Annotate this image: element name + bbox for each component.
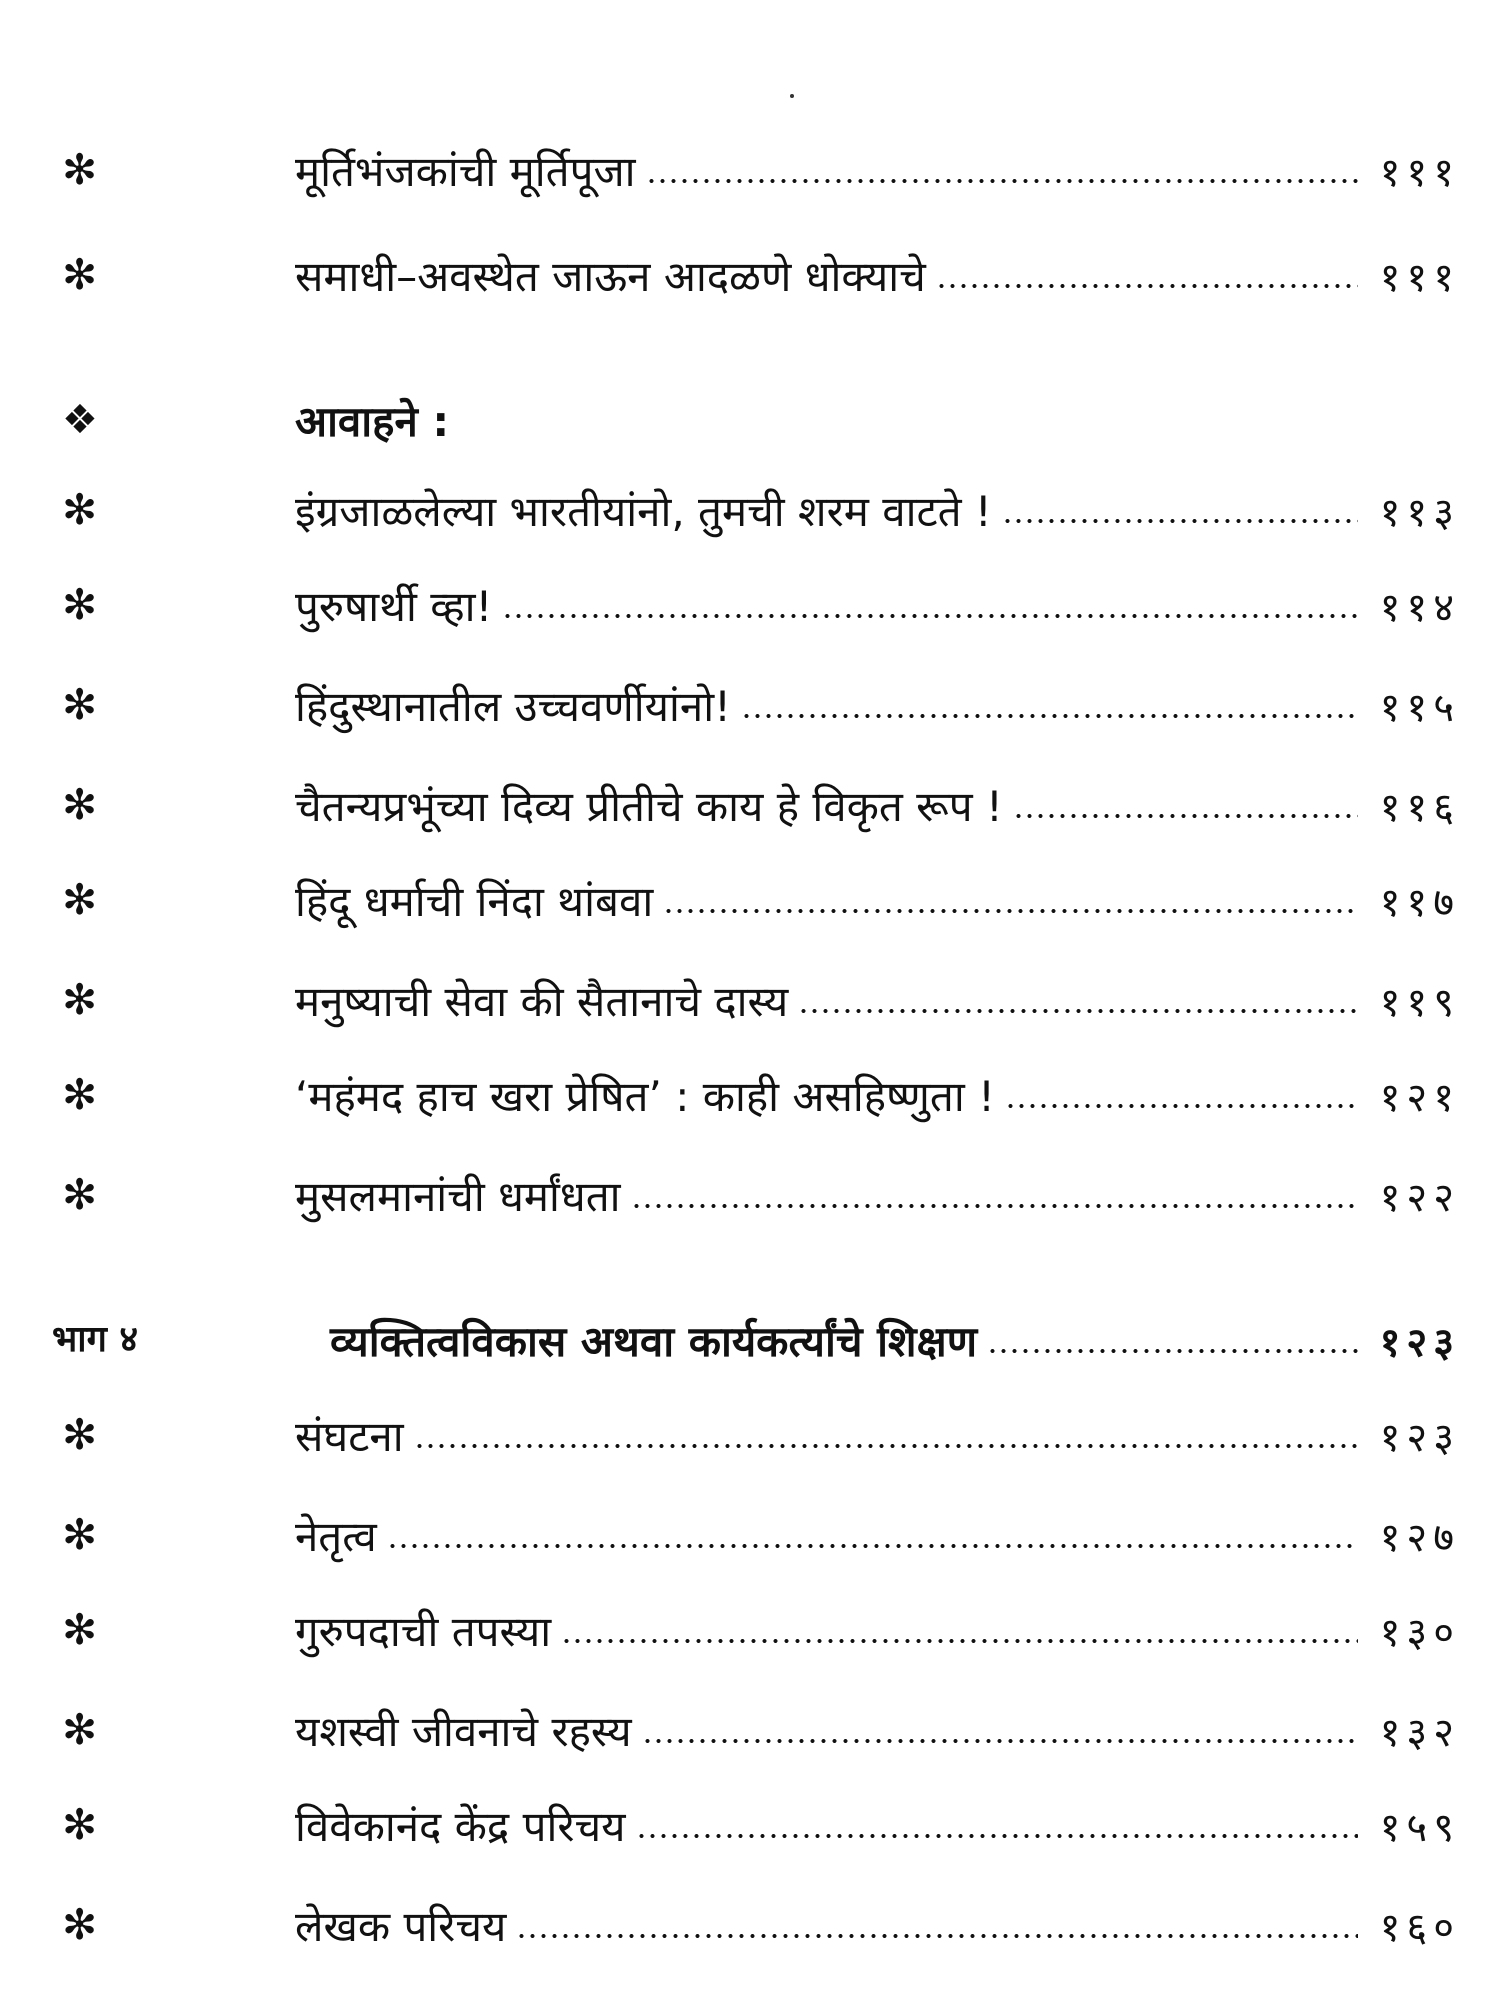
toc-entry-title: संघटना [295, 1411, 404, 1461]
toc-entry[interactable] [0, 1160, 1500, 1230]
toc-entry-page: १६० [1379, 1904, 1460, 1951]
toc-entry[interactable] [0, 1790, 1500, 1860]
diamond-section-icon: ❖ [62, 397, 98, 443]
asterisk-bullet-icon: ✻ [62, 875, 98, 924]
toc-entry[interactable] [0, 475, 1500, 545]
part-page: १२३ [1379, 1319, 1460, 1366]
dot-leader [1002, 518, 1358, 524]
toc-entry-page: १११ [1379, 149, 1460, 196]
toc-entry-page: ११९ [1379, 979, 1460, 1026]
asterisk-bullet-icon: ✻ [62, 1070, 98, 1119]
section-heading [0, 385, 1500, 455]
dot-leader [741, 713, 1358, 719]
part-heading[interactable] [0, 1305, 1500, 1375]
toc-entry[interactable] [0, 770, 1500, 840]
asterisk-bullet-icon: ✻ [62, 145, 98, 194]
dot-leader [387, 1543, 1358, 1549]
toc-entry[interactable] [0, 865, 1500, 935]
toc-entry[interactable] [0, 1890, 1500, 1960]
asterisk-bullet-icon: ✻ [62, 975, 98, 1024]
toc-entry-title: विवेकानंद केंद्र परिचय [295, 1801, 626, 1851]
toc-entry-title: मूर्तिभंजकांची मूर्तिपूजा [295, 146, 636, 196]
asterisk-bullet-icon: ✻ [62, 1170, 98, 1219]
toc-entry[interactable] [0, 670, 1500, 740]
asterisk-bullet-icon: ✻ [62, 1605, 98, 1654]
dot-leader [636, 1833, 1358, 1839]
toc-entry-page: १११ [1379, 254, 1460, 301]
toc-entry-title: समाधी–अवस्थेत जाऊन आदळणे धोक्याचे [295, 251, 926, 301]
dot-leader [561, 1638, 1358, 1644]
toc-entry[interactable] [0, 965, 1500, 1035]
toc-entry[interactable] [0, 1695, 1500, 1765]
dot-leader [646, 178, 1359, 184]
dot-leader [502, 613, 1358, 619]
part-title: व्यक्तित्वविकास अथवा कार्यकर्त्यांचे शिक्षण [330, 1316, 978, 1366]
dot-leader [1013, 813, 1358, 819]
toc-entry[interactable] [0, 1500, 1500, 1570]
asterisk-bullet-icon: ✻ [62, 250, 98, 299]
toc-entry-page: १५९ [1379, 1804, 1460, 1851]
toc-entry[interactable] [0, 1595, 1500, 1665]
toc-entry-title: हिंदू धर्माची निंदा थांबवा [295, 876, 654, 926]
dot-leader [516, 1933, 1358, 1939]
asterisk-bullet-icon: ✻ [62, 1410, 98, 1459]
dot-leader [642, 1738, 1358, 1744]
toc-entry-page: १२३ [1379, 1414, 1460, 1461]
toc-entry-page: १२२ [1379, 1174, 1460, 1221]
toc-entry[interactable] [0, 570, 1500, 640]
toc-entry-title: लेखक परिचय [295, 1901, 507, 1951]
toc-entry-title: यशस्वी जीवनाचे रहस्य [295, 1706, 632, 1756]
toc-entry-page: ११५ [1379, 684, 1460, 731]
dot-leader [414, 1443, 1358, 1449]
dot-leader [987, 1348, 1358, 1354]
page-speck [790, 94, 794, 98]
toc-entry-page: ११६ [1379, 784, 1460, 831]
toc-entry-title: मनुष्याची सेवा की सैतानाचे दास्य [295, 976, 789, 1026]
toc-entry-page: १२१ [1379, 1074, 1460, 1121]
asterisk-bullet-icon: ✻ [62, 485, 98, 534]
section-heading-title: आवाहने : [295, 396, 450, 446]
toc-entry[interactable] [0, 1400, 1500, 1470]
toc-entry-title: हिंदुस्थानातील उच्चवर्णीयांनो! [295, 681, 731, 731]
asterisk-bullet-icon: ✻ [62, 1900, 98, 1949]
asterisk-bullet-icon: ✻ [62, 780, 98, 829]
dot-leader [798, 1008, 1358, 1014]
dot-leader [631, 1203, 1358, 1209]
toc-entry-page: ११७ [1379, 879, 1460, 926]
asterisk-bullet-icon: ✻ [62, 1705, 98, 1754]
toc-entry[interactable] [0, 1060, 1500, 1130]
toc-entry-title: ‘महंमद हाच खरा प्रेषित’ : काही असहिष्णुता ! [295, 1071, 995, 1121]
part-label: भाग ४ [52, 1319, 139, 1360]
dot-leader [936, 283, 1358, 289]
asterisk-bullet-icon: ✻ [62, 580, 98, 629]
toc-entry-title: चैतन्यप्रभूंच्या दिव्य प्रीतीचे काय हे विकृत रूप ! [295, 781, 1003, 831]
asterisk-bullet-icon: ✻ [62, 1800, 98, 1849]
toc-entry[interactable] [0, 135, 1500, 205]
toc-entry-title: पुरुषार्थी व्हा! [295, 581, 493, 631]
toc-entry-page: ११३ [1379, 489, 1460, 536]
toc-entry-page: १३२ [1379, 1709, 1460, 1756]
dot-leader [1005, 1103, 1358, 1109]
toc-entry-title: नेतृत्व [295, 1511, 377, 1561]
asterisk-bullet-icon: ✻ [62, 1510, 98, 1559]
toc-entry[interactable] [0, 240, 1500, 310]
toc-entry-page: १२७ [1379, 1514, 1460, 1561]
toc-entry-page: १३० [1379, 1609, 1460, 1656]
toc-entry-title: इंग्रजाळलेल्या भारतीयांनो, तुमची शरम वाटते ! [295, 486, 992, 536]
toc-entry-title: मुसलमानांची धर्मांधता [295, 1171, 621, 1221]
dot-leader [663, 908, 1358, 914]
toc-entry-page: ११४ [1379, 584, 1460, 631]
asterisk-bullet-icon: ✻ [62, 680, 98, 729]
toc-entry-title: गुरुपदाची तपस्या [295, 1606, 552, 1656]
